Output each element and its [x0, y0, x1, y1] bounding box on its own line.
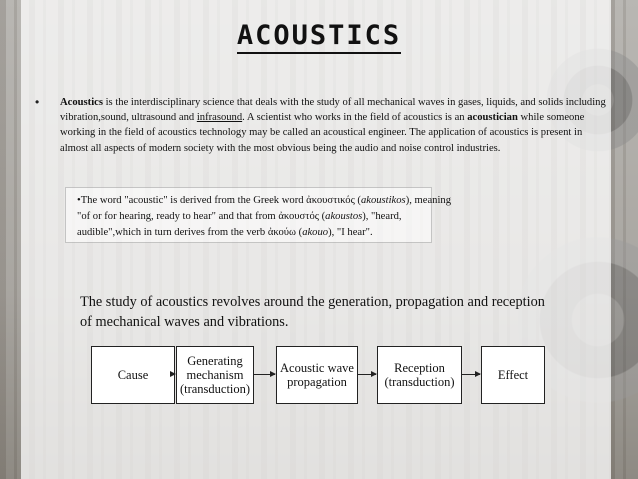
box-label: Acoustic wave — [280, 361, 354, 375]
diagram-arrow — [357, 374, 376, 375]
etymology-italic: akoustos — [325, 211, 363, 222]
diagram-box-generating-mechanism — [176, 346, 254, 404]
bullet-marker: • — [35, 95, 40, 109]
etymology-fragment: "of or for hearing, ready to hear" and that from ἀκουστός ( — [77, 211, 326, 222]
etymology-fragment: •The word "acoustic" is derived from the Greek word ἀκουστικός ( — [77, 195, 361, 206]
diagram-box-cause — [91, 346, 175, 404]
box-label: propagation — [287, 375, 347, 389]
diagram-arrow — [174, 374, 175, 375]
etymology-line — [77, 225, 497, 241]
etymology-fragment: ), meaning — [405, 195, 451, 206]
etymology-text — [77, 193, 497, 241]
diagram-arrow — [253, 374, 275, 375]
box-label: Reception — [394, 361, 445, 375]
term-acoustician: acoustician — [467, 112, 518, 124]
study-statement: The study of acoustics revolves around the generation, propagation and reception of mechanical waves and vibrations. — [80, 294, 545, 330]
diagram-box-reception — [377, 346, 462, 404]
diagram-box-effect — [481, 346, 545, 404]
etymology-fragment: ), "I hear". — [328, 227, 373, 238]
box-label: Cause — [117, 368, 149, 382]
diagram-box-acoustic-wave-propagation — [276, 346, 358, 404]
infrasound-link[interactable]: infrasound — [196, 112, 243, 124]
etymology-fragment: ), "heard, — [362, 211, 402, 222]
paragraph-text: while someone working in the field of acoustics technology may be called an acoustical engineer. The application of acoustics is present in almost all aspects of modern society with the most obvious being the audio and noise control industries. — [60, 112, 585, 154]
box-label: Generating — [187, 354, 243, 368]
etymology-line — [77, 193, 497, 209]
paragraph-text: . A scientist who works in the field of acoustics is an — [242, 112, 468, 124]
etymology-fragment: audible",which in turn derives from the verb ἀκούω ( — [77, 227, 303, 238]
etymology-italic: akoustikos — [360, 195, 406, 206]
term-acoustics: Acoustics — [60, 97, 103, 108]
slide-title — [0, 20, 638, 51]
definition-paragraph — [60, 95, 610, 156]
etymology-italic: akouo — [302, 227, 329, 238]
box-label: (transduction) — [179, 382, 251, 396]
etymology-line — [77, 209, 497, 225]
diagram-arrow — [461, 374, 480, 375]
box-label: (transduction) — [384, 375, 455, 389]
box-label: Effect — [497, 368, 529, 382]
box-label: mechanism — [186, 368, 244, 382]
slide-title-text: ACOUSTICS — [237, 20, 401, 54]
paragraph-text: is the interdisciplinary science that deals with the study of all mechanical waves in gases, liquids, and solids including vibration,sound, ultrasound and — [60, 97, 606, 124]
